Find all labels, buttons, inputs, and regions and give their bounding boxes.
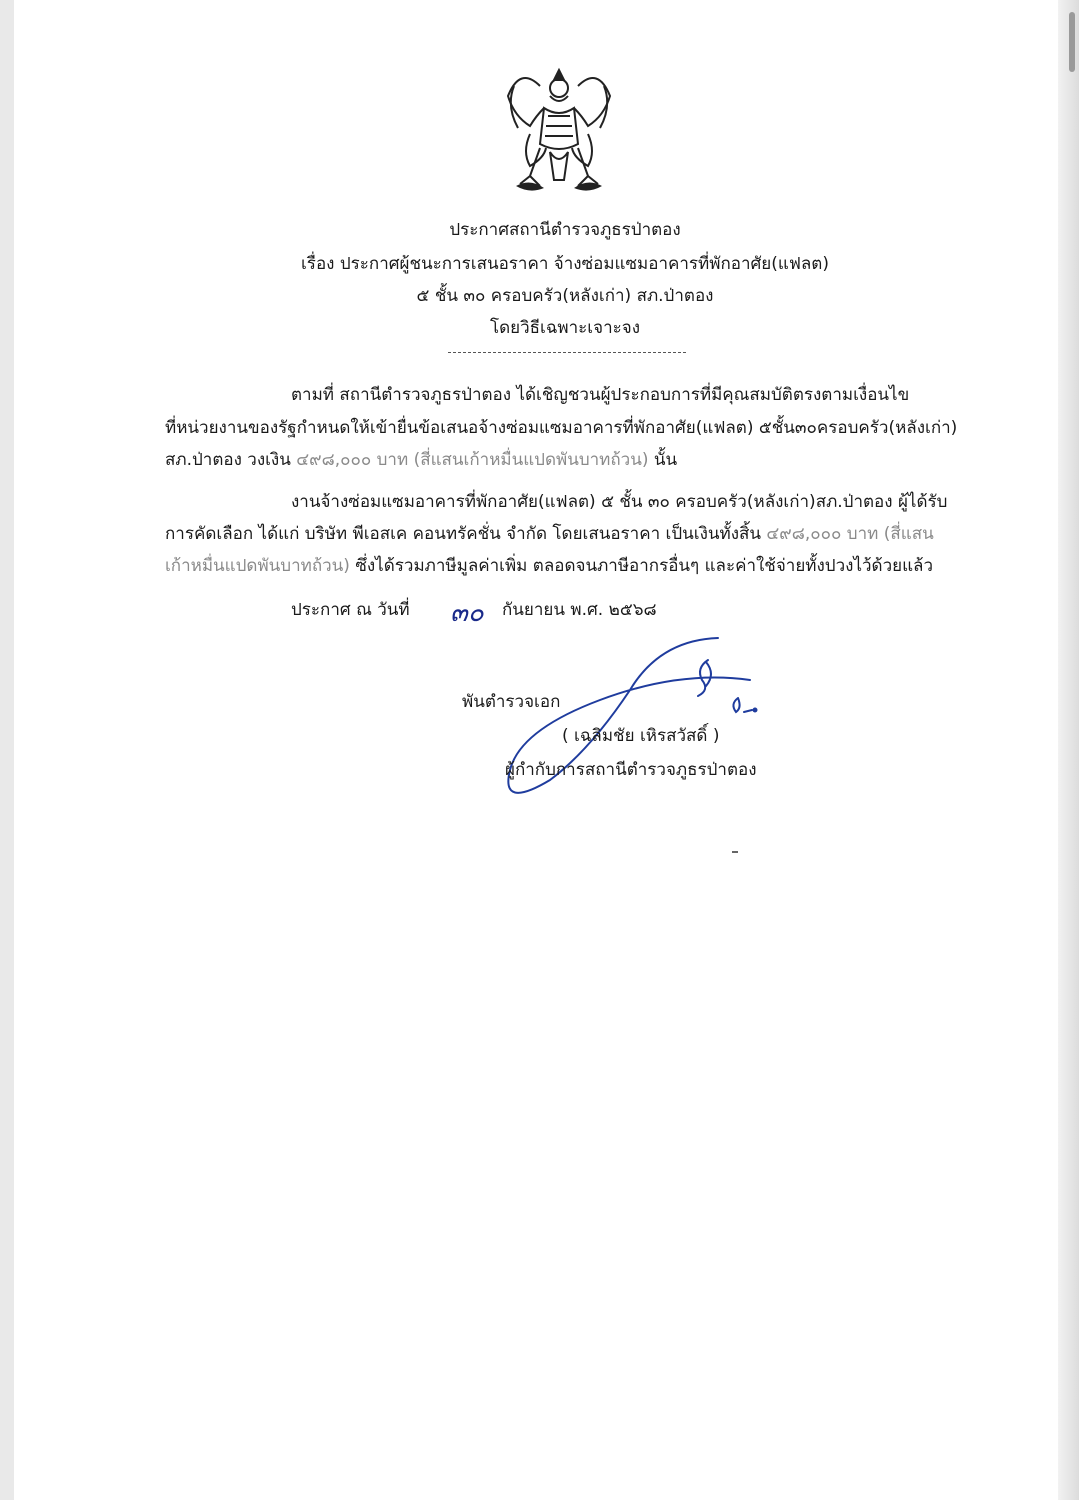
paragraph1-line1: ตามที่ สถานีตำรวจภูธรป่าตอง ได้เชิญชวนผู้ประกอบการที่มีคุณสมบัติตรงตามเงื่อนไข [291,385,910,405]
signatory-position: ผู้กำกับการสถานีตำรวจภูธรป่าตอง [505,760,757,780]
handwritten-signature [480,620,780,820]
paragraph2-line1: งานจ้างซ่อมแซมอาคารที่พักอาศัย(แฟลต) ๕ ชั้น ๓๐ ครอบครัว(หลังเก่า)สภ.ป่าตอง ผู้ได้รับ [291,492,948,512]
winner-statement: การคัดเลือก ได้แก่ บริษัท พีเอสเค คอนทรัคชั่น จำกัด โดยเสนอราคา เป็นเงินทั้งสิ้น [165,524,762,544]
paragraph1-end: นั้น [653,450,678,470]
signatory-rank: พันตำรวจเอก [462,692,561,712]
winning-price-words: เก้าหมื่นแปดพันบาทถ้วน) [165,556,350,576]
garuda-emblem [500,56,618,196]
paragraph2-line3 [165,552,933,579]
signatory-name: ( เฉลิมชัย เหิรสวัสดิ์ ) [562,726,720,746]
paragraph1-line3 [165,446,677,473]
subject-detail-line: ๕ ชั้น ๓๐ ครอบครัว(หลังเก่า) สภ.ป่าตอง [416,286,714,306]
announcement-date-prefix: ประกาศ ณ วันที่ [291,600,410,620]
handwritten-day: ๓๐ [450,598,484,628]
announcement-date-month-year: กันยายน พ.ศ. ๒๕๖๘ [502,600,657,620]
procurement-method-line: โดยวิธีเฉพาะเจาะจง [489,318,641,338]
scrollbar-thumb[interactable] [1069,12,1075,72]
paragraph1-line2: ที่หน่วยงานของรัฐกำหนดให้เข้ายื่นข้อเสนอจ้างซ่อมแซมอาคารที่พักอาศัย(แฟลต) ๕ชั้น๓๐ครอบครัว(หลังเก่า) [165,418,958,438]
winning-price: ๔๙๘,๐๐๐ บาท (สี่แสน [766,524,934,544]
announcement-title: ประกาศสถานีตำรวจภูธรป่าตอง [449,220,681,240]
header-divider [448,352,686,353]
subject-line: เรื่อง ประกาศผู้ชนะการเสนอราคา จ้างซ่อมแซมอาคารที่พักอาศัย(แฟลต) [301,254,829,274]
budget-amount: ๔๙๘,๐๐๐ บาท (สี่แสนเก้าหมื่นแปดพันบาทถ้วน) [296,450,649,470]
budget-label: สภ.ป่าตอง วงเงิน [165,450,291,470]
paragraph2-line2 [165,520,934,547]
stray-mark [732,851,738,853]
tax-statement: ซึ่งได้รวมภาษีมูลค่าเพิ่ม ตลอดจนภาษีอากรอื่นๆ และค่าใช้จ่ายทั้งปวงไว้ด้วยแล้ว [355,556,934,576]
